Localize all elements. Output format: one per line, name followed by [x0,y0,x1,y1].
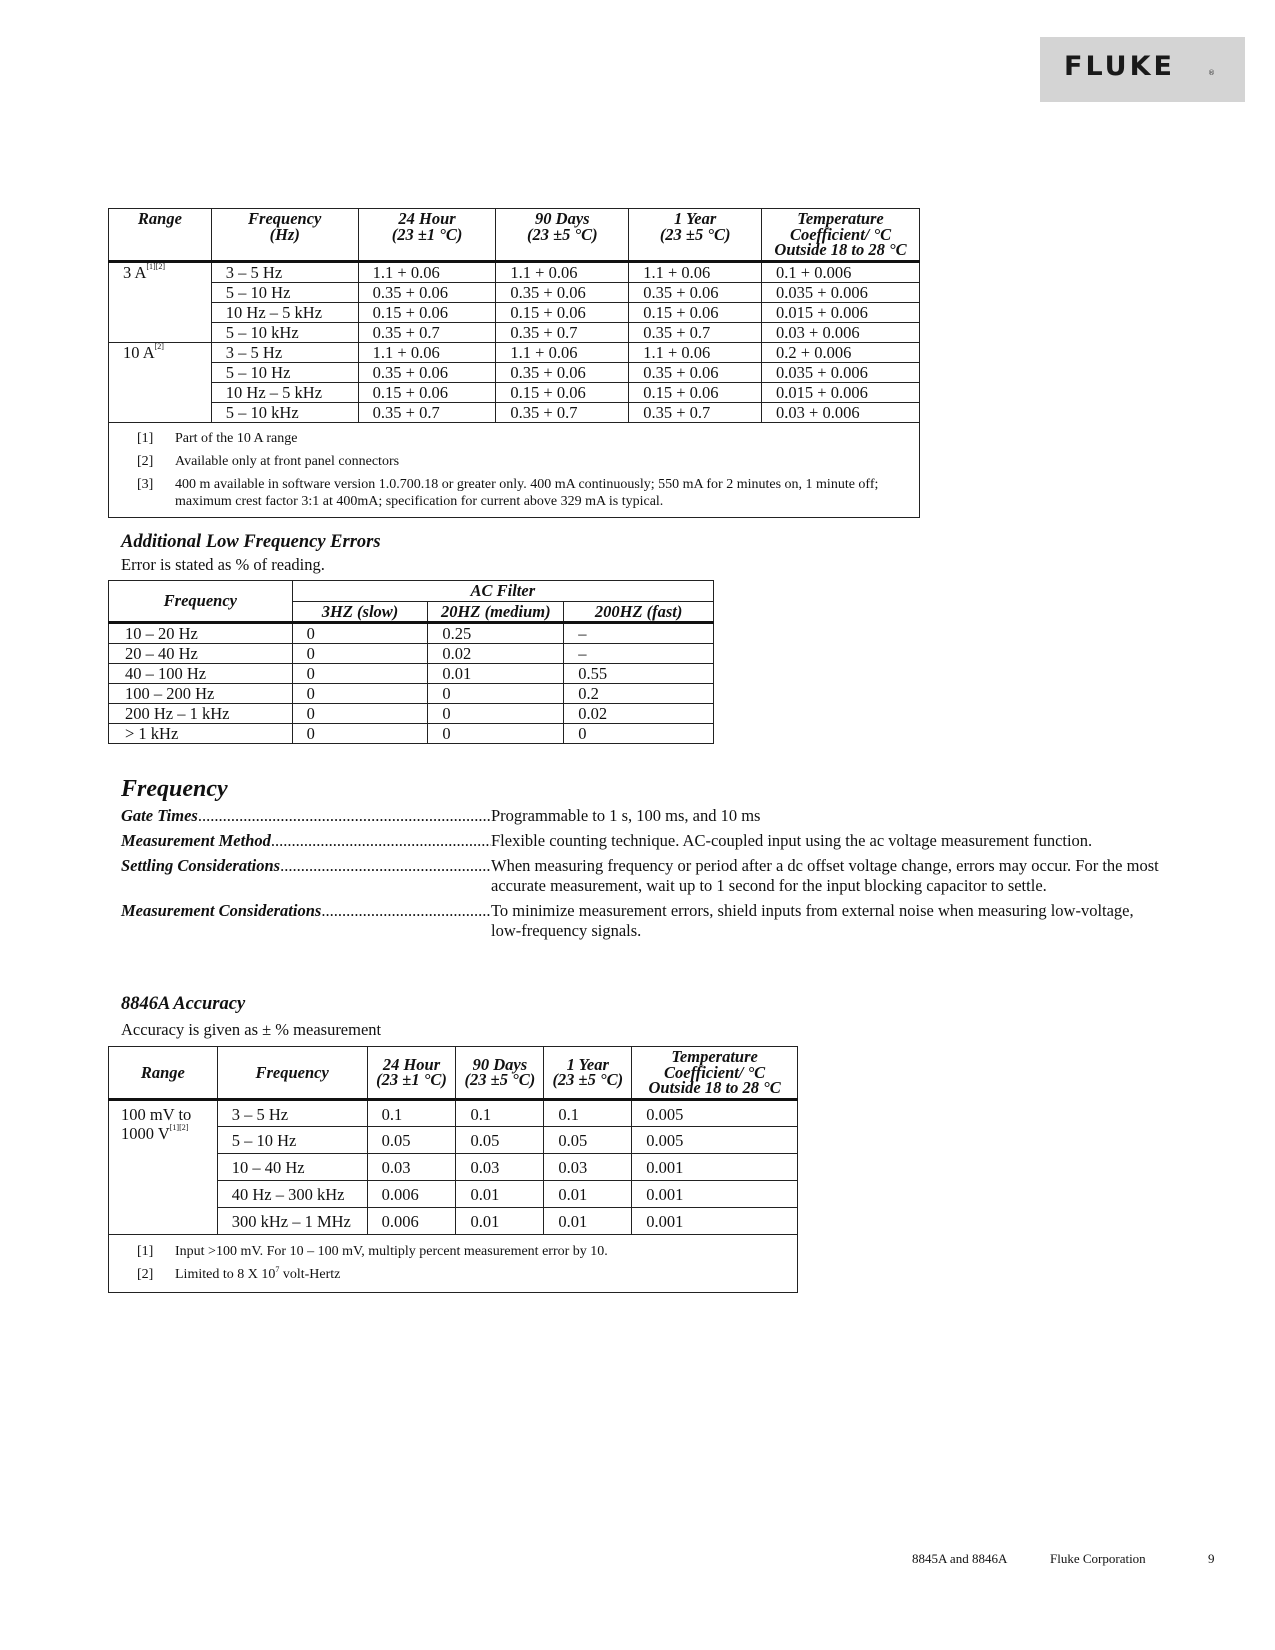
table-row [109,402,920,422]
spec-item-settling-considerations [121,856,1161,896]
spec-item-measurement-method [121,831,1161,851]
header-medium: 20HZ (medium) [428,601,564,623]
value-cell: 0.35 + 0.7 [358,402,496,422]
spec-item-gate-times [121,806,1161,826]
freq-cell: 10 Hz – 5 kHz [211,302,358,322]
freq-cell: 10 Hz – 5 kHz [211,382,358,402]
accuracy-table [108,1046,798,1293]
value-cell: 0.05 [456,1126,544,1153]
header-slow: 3HZ (slow) [292,601,428,623]
freq-cell: 100 – 200 Hz [109,684,293,704]
value-cell: 0 [292,704,428,724]
value-cell: 0 [428,704,564,724]
footer-company: Fluke Corporation [1050,1551,1146,1566]
footnotes [109,422,920,517]
value-cell: 1.1 + 0.06 [496,261,629,282]
value-cell: 0.35 + 0.7 [496,322,629,342]
spec-label: Gate Times [121,806,198,825]
freq-cell: 5 – 10 Hz [211,282,358,302]
value-cell: 0 [428,724,564,744]
value-cell: 0.03 + 0.006 [762,322,920,342]
value-cell: 0.55 [564,664,714,684]
table-row [109,704,714,724]
value-cell: 0.35 + 0.06 [358,282,496,302]
freq-cell: 5 – 10 kHz [211,322,358,342]
table-row [109,362,920,382]
header-temp-coefficient: Temperature Coefficient/ °C Outside 18 to 28 °C [762,209,920,262]
value-cell: 0.03 [456,1153,544,1180]
low-freq-subtitle: Error is stated as % of reading. [121,555,325,574]
spec-label: Measurement Method [121,831,271,850]
table-row [109,322,920,342]
freq-cell: 3 – 5 Hz [211,261,358,282]
value-cell: 0.001 [632,1153,798,1180]
value-cell: 0.25 [428,623,564,644]
value-cell: 0 [292,664,428,684]
value-cell: 0.01 [544,1180,632,1207]
freq-cell: 300 kHz – 1 MHz [217,1207,367,1234]
value-cell: 0.35 + 0.06 [496,362,629,382]
table-row [109,382,920,402]
value-cell: 0.001 [632,1180,798,1207]
freq-cell: 200 Hz – 1 kHz [109,704,293,724]
value-cell: 0.006 [367,1207,456,1234]
value-cell: 1.1 + 0.06 [629,261,762,282]
value-cell: 0.1 + 0.006 [762,261,920,282]
value-cell: 0.1 [367,1099,456,1126]
header-ac-filter: AC Filter [292,581,713,602]
footnotes-row [109,1234,798,1292]
spec-item-measurement-considerations [121,901,1161,941]
header-90-days: 90 Days (23 ±5 °C) [456,1047,544,1100]
value-cell: 1.1 + 0.06 [358,342,496,362]
value-cell: 0.35 + 0.06 [629,362,762,382]
page-number: 9 [1208,1551,1215,1566]
table-row [109,724,714,744]
header-90-days: 90 Days (23 ±5 °C) [496,209,629,262]
value-cell: 0.15 + 0.06 [496,382,629,402]
header-frequency: Frequency (Hz) [211,209,358,262]
value-cell: 0 [292,644,428,664]
value-cell: – [564,623,714,644]
value-cell: 0 [292,623,428,644]
table-row [109,342,920,362]
freq-cell: 5 – 10 kHz [211,402,358,422]
frequency-title: Frequency [121,776,228,802]
footnote: [1] Part of the 10 A range [137,430,298,446]
fluke-logo [1040,37,1245,102]
freq-cell: 10 – 40 Hz [217,1153,367,1180]
table-row [109,664,714,684]
value-cell: 0.01 [456,1207,544,1234]
spec-value: Programmable to 1 s, 100 ms, and 10 ms [491,806,761,825]
value-cell: 0.035 + 0.006 [762,362,920,382]
footnote: [1] Input >100 mV. For 10 – 100 mV, multiply percent measurement error by 10. [137,1243,608,1259]
accuracy-subtitle: Accuracy is given as ± % measurement [121,1020,382,1039]
table-row [109,644,714,664]
value-cell: 0.15 + 0.06 [629,382,762,402]
value-cell: 0.35 + 0.06 [496,282,629,302]
value-cell: 0.35 + 0.7 [629,402,762,422]
table-row [109,261,920,282]
value-cell: 0.35 + 0.7 [496,402,629,422]
header-fast: 200HZ (fast) [564,601,714,623]
footnote: [3] 400 m available in software version 1.0.700.18 or greater only. 400 mA continuously; 550 mA for 2 minutes on, 1 minute off; maximum crest factor 3:1 at 400mA; specification for current above 329 mA is typical. [137,476,879,509]
value-cell: 0.02 [564,704,714,724]
value-cell: 1.1 + 0.06 [629,342,762,362]
value-cell: 0.03 + 0.006 [762,402,920,422]
spec-value: To minimize measurement errors, shield inputs from external noise when measuring low-voltage, low-frequency signals. [491,901,1134,940]
value-cell: 0.03 [367,1153,456,1180]
range-cell: 100 mV to 1000 V[1][2] [109,1099,218,1234]
logo-registered-mark: ® [1208,69,1215,77]
low-freq-title: Additional Low Frequency Errors [121,532,381,552]
value-cell: 0 [292,684,428,704]
value-cell: 1.1 + 0.06 [496,342,629,362]
value-cell: 0.15 + 0.06 [629,302,762,322]
current-accuracy-table [108,208,920,518]
footnote: [2] Available only at front panel connectors [137,453,400,469]
freq-cell: 3 – 5 Hz [211,342,358,362]
value-cell: 0.35 + 0.06 [629,282,762,302]
logo-text: FLUKE [1064,51,1175,82]
spec-label: Measurement Considerations [121,901,322,920]
header-temp-coefficient: Temperature Coefficient/ °C Outside 18 to 28 °C [632,1047,798,1100]
spec-value: When measuring frequency or period after a dc offset voltage change, errors may occur. For the most accurate measurement, wait up to 1 second for the input blocking capacitor to settle. [491,856,1159,895]
value-cell: – [564,644,714,664]
header-frequency: Frequency [109,581,293,623]
value-cell: 0.01 [456,1180,544,1207]
spec-label: Settling Considerations [121,856,281,875]
table-row [109,623,714,644]
freq-cell: 40 – 100 Hz [109,664,293,684]
value-cell: 0.006 [367,1180,456,1207]
header-1-year: 1 Year (23 ±5 °C) [544,1047,632,1100]
accuracy-title: 8846A Accuracy [121,994,246,1014]
freq-cell: 3 – 5 Hz [217,1099,367,1126]
header-range: Range [109,1047,218,1100]
value-cell: 0.05 [367,1126,456,1153]
value-cell: 0.015 + 0.006 [762,302,920,322]
freq-cell: 5 – 10 Hz [211,362,358,382]
frequency-spec-list [121,806,1161,946]
footnotes [109,1234,798,1292]
value-cell: 0.35 + 0.06 [358,362,496,382]
value-cell: 0.005 [632,1099,798,1126]
value-cell: 0.035 + 0.006 [762,282,920,302]
table-row [109,282,920,302]
header-24-hour: 24 Hour (23 ±1 °C) [367,1047,456,1100]
value-cell: 0.005 [632,1126,798,1153]
footnotes-row [109,422,920,517]
value-cell: 0 [292,724,428,744]
value-cell: 0.03 [544,1153,632,1180]
range-cell: 10 A[2] [109,342,212,422]
value-cell: 0.35 + 0.7 [629,322,762,342]
table-row [109,1099,798,1126]
header-range: Range [109,209,212,262]
footer-models: 8845A and 8846A [912,1551,1008,1566]
value-cell: 0.35 + 0.7 [358,322,496,342]
value-cell: 0 [564,724,714,744]
value-cell: 0.015 + 0.006 [762,382,920,402]
value-cell: 0.2 [564,684,714,704]
header-1-year: 1 Year (23 ±5 °C) [629,209,762,262]
freq-cell: 5 – 10 Hz [217,1126,367,1153]
freq-cell: 10 – 20 Hz [109,623,293,644]
value-cell: 0.15 + 0.06 [358,382,496,402]
footnote: [2] Limited to 8 X $10^7$ volt-Hertz [137,1264,341,1282]
table-row [109,302,920,322]
table-row [109,684,714,704]
low-freq-table [108,580,714,744]
value-cell: 0 [428,684,564,704]
value-cell: 0.1 [544,1099,632,1126]
value-cell: 0.01 [544,1207,632,1234]
freq-cell: > 1 kHz [109,724,293,744]
value-cell: 1.1 + 0.06 [358,261,496,282]
value-cell: 0.15 + 0.06 [496,302,629,322]
value-cell: 0.05 [544,1126,632,1153]
header-24-hour: 24 Hour (23 ±1 °C) [358,209,496,262]
value-cell: 0.01 [428,664,564,684]
value-cell: 0.2 + 0.006 [762,342,920,362]
range-cell: 3 A[1][2] [109,261,212,342]
value-cell: 0.001 [632,1207,798,1234]
header-frequency: Frequency [217,1047,367,1100]
freq-cell: 20 – 40 Hz [109,644,293,664]
value-cell: 0.15 + 0.06 [358,302,496,322]
freq-cell: 40 Hz – 300 kHz [217,1180,367,1207]
value-cell: 0.02 [428,644,564,664]
spec-value: Flexible counting technique. AC-coupled input using the ac voltage measurement function. [491,831,1093,850]
value-cell: 0.1 [456,1099,544,1126]
